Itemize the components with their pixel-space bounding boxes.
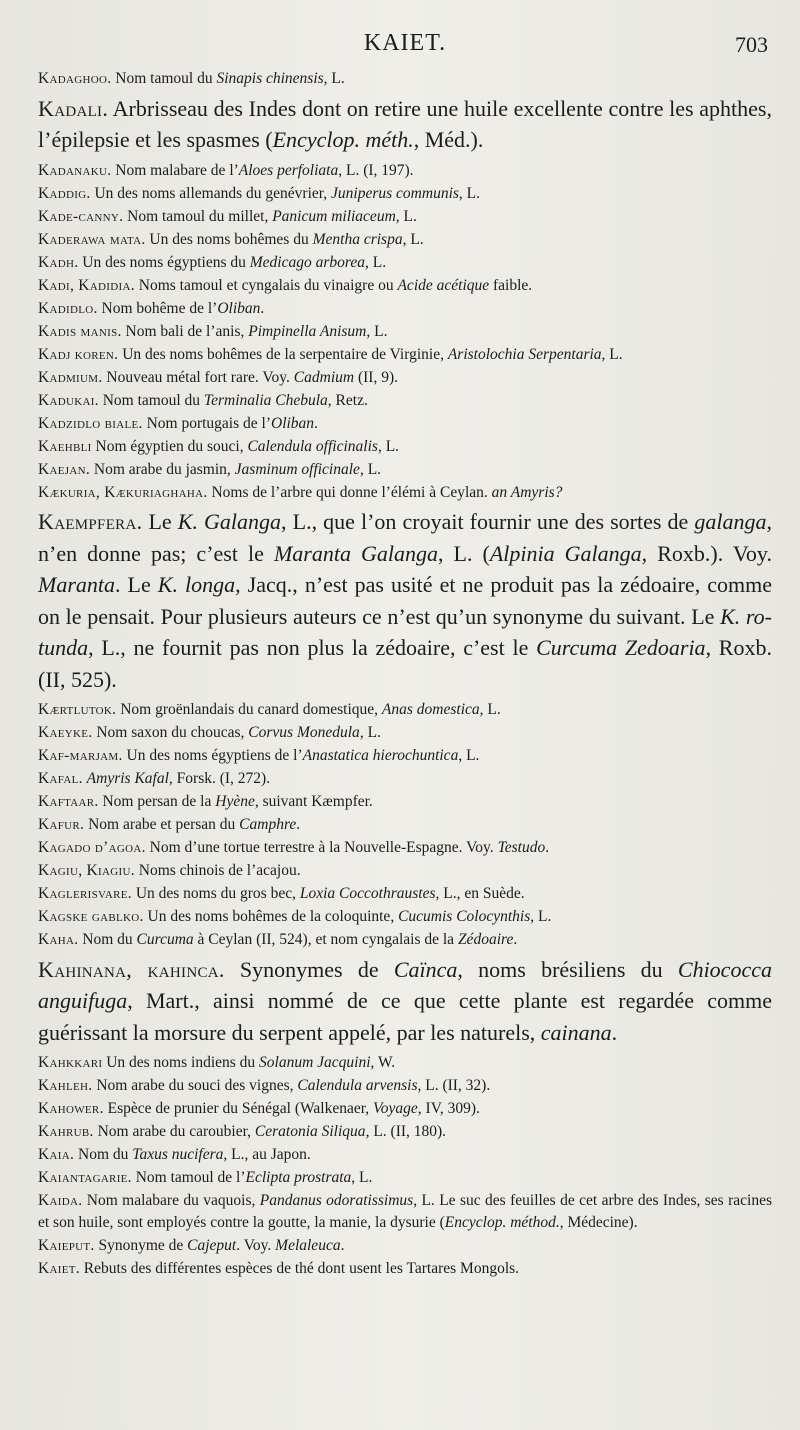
entry-text: , Forsk. (I, 272). <box>168 770 271 787</box>
entry-text: Un des noms du gros bec, <box>131 885 300 902</box>
entry-italic-text: Panicum miliaceum <box>272 207 396 225</box>
entry-italic-text: Testudo <box>497 839 546 856</box>
dictionary-entry <box>38 1235 772 1257</box>
dictionary-entry <box>38 183 772 205</box>
entry-text: (II, 9). <box>354 368 398 386</box>
entry-headword: Kaieput. <box>38 1236 95 1254</box>
entry-headword: Kahrub. <box>38 1123 94 1140</box>
entry-text: , L. <box>479 701 501 718</box>
entry-italic-text: Maranta <box>38 572 115 597</box>
entry-text: , Roxb. (II, 525). <box>38 635 772 692</box>
entry-italic-text: Cucumis Colocynthis <box>398 908 531 925</box>
dictionary-entry <box>38 745 772 767</box>
entry-headword: Kaida. <box>38 1192 83 1209</box>
entry-italic-text: Maranta Galanga <box>273 540 438 566</box>
dictionary-entry <box>38 814 772 836</box>
entry-text: Nom bohême de l’ <box>97 299 218 317</box>
entry-italic-text: Solanum Jacquini <box>259 1054 371 1071</box>
entry-text: , IV, 309). <box>417 1100 480 1117</box>
entry-text: Nom saxon du choucas, <box>92 724 249 741</box>
entry-text: Nom malabare du vaquois, <box>82 1192 260 1209</box>
entry-text: Nom portugais de l’ <box>142 414 271 432</box>
entry-headword: Kaiantagarie. <box>38 1169 132 1186</box>
entry-headword: Kadali. <box>38 95 109 121</box>
dictionary-entry <box>38 321 772 343</box>
entry-headword: Kadaghoo. <box>38 70 112 87</box>
entry-italic-text: Corvus Monedula <box>248 724 360 741</box>
dictionary-entry <box>38 1075 772 1097</box>
entry-headword: Kadmium. <box>38 368 103 386</box>
entry-text: , L. (II, 32). <box>417 1077 491 1094</box>
entry-text: . Le <box>115 572 158 597</box>
entry-italic-text: Curcuma Zedoaria <box>536 635 706 660</box>
entry-headword: Kadzidlo biale. <box>38 414 143 432</box>
entry-italic-text: Anastatica hierochuntica <box>302 747 459 764</box>
entry-text: Espèce de prunier du Sénégal (Walkenaer, <box>103 1100 374 1117</box>
entry-italic-text: Taxus nucifera <box>132 1146 224 1163</box>
dictionary-entry <box>38 1190 772 1233</box>
entry-italic-text: Chiococca anguifuga <box>38 956 772 1013</box>
entry-italic-text: Melaleuca <box>275 1236 341 1254</box>
entry-text: Synonyme de <box>94 1236 188 1254</box>
dictionary-entry <box>38 860 772 882</box>
dictionary-entry <box>38 929 772 951</box>
entry-italic-text: Caïnca <box>393 956 458 982</box>
entry-text: . <box>513 931 518 948</box>
entry-text: , L., que l’on croyait fournir une des sortes de <box>281 509 695 534</box>
dictionary-entry <box>38 906 772 928</box>
entry-text: , L. <box>351 1169 373 1186</box>
entry-text: , L. (I, 197). <box>338 161 414 179</box>
entry-text: , L. <box>530 908 552 925</box>
entry-headword: Kagiu, Kiagiu. <box>38 862 135 879</box>
entry-text: Nom groënlandais du canard domestique, <box>116 701 382 718</box>
entry-text: , L. Le suc des feuilles de cet arbre des Indes, ses racines et son huile, sont employés contre la goutte, la manie, la dysurie ( <box>38 1192 773 1231</box>
entry-headword: Kærtlutok. <box>38 701 117 718</box>
entry-headword: Kafur. <box>38 816 85 833</box>
page-header <box>38 20 772 68</box>
entry-headword: Kagado d’agoa. <box>38 839 146 856</box>
entry-italic-text: K. Galanga <box>177 509 282 534</box>
dictionary-entry <box>38 390 772 412</box>
entry-italic-text: Juniperus communis <box>331 184 459 202</box>
entry-italic-text: Amyris Kafal <box>86 770 169 787</box>
entry-italic-text: Oliban <box>271 414 315 432</box>
entry-text: , L. <box>395 207 417 225</box>
entry-headword: Kaderawa mata. <box>38 230 146 248</box>
entry-headword: Kadanaku. <box>38 161 112 179</box>
entry-text: , L. <box>458 747 480 764</box>
dictionary-entry <box>38 93 772 156</box>
entry-text: Un des noms allemands du genévrier, <box>90 184 332 202</box>
entry-text: . Voy. <box>236 1236 276 1254</box>
entry-italic-text: Mentha crispa <box>312 230 403 248</box>
dictionary-entry <box>38 699 772 721</box>
entry-text: , L. ( <box>437 540 490 566</box>
entry-headword: Kækuria, Kækuriaghaha. <box>38 483 208 501</box>
entry-italic-text: Cadmium <box>293 368 355 386</box>
entry-text: Nom tamoul du millet, <box>123 207 273 225</box>
entry-text: , L. <box>366 322 388 340</box>
entry-text: Nom arabe et persan du <box>84 816 240 833</box>
entry-italic-text: Alpinia Galanga <box>489 540 642 566</box>
dictionary-entry <box>38 482 772 504</box>
dictionary-entry <box>38 791 772 813</box>
entry-text: , n’en donne pas; c’est le <box>38 509 772 566</box>
entry-italic-text: K. longa <box>157 572 236 597</box>
entry-headword: Kaehbli <box>38 437 92 455</box>
entry-text: , Roxb.). Voy. <box>641 540 772 566</box>
entry-italic-text: Encyclop. méthod. <box>444 1213 560 1231</box>
dictionary-entry <box>38 367 772 389</box>
dictionary-entry <box>38 344 772 366</box>
entry-headword: Kahower. <box>38 1100 104 1117</box>
dictionary-entry <box>38 252 772 274</box>
entry-italic-text: Pandanus odoratissimus <box>259 1192 414 1209</box>
entry-text: . <box>545 839 550 856</box>
entry-text: à Ceylan (II, 524), et nom cyngalais de la <box>193 931 458 948</box>
entry-text: , Mart., ainsi nommé de ce que cette plante est regardée comme guérissant la morsure du serpent appelé, par les naturels, <box>38 988 772 1045</box>
entry-italic-text: Encyclop. méth. <box>272 127 414 152</box>
entry-text: Noms de l’arbre qui donne l’élémi à Ceylan. <box>207 483 492 501</box>
entry-text: Nom arabe du jasmin, <box>90 460 235 478</box>
entry-headword: Kaddig. <box>38 184 91 202</box>
entry-headword: Kadh. <box>38 253 79 271</box>
dictionary-entry <box>38 229 772 251</box>
dictionary-entry <box>38 1144 772 1166</box>
entry-headword: Kaempfera. <box>38 509 143 534</box>
entry-text: Nom arabe du souci des vignes, <box>92 1077 298 1094</box>
entry-text: Synonymes de <box>224 956 394 982</box>
entry-text: Nom arabe du caroubier, <box>93 1123 255 1140</box>
entry-text: , L. <box>323 70 345 87</box>
entry-text: Rebuts des différentes espèces de thé dont usent les Tartares Mongols. <box>79 1259 520 1277</box>
entry-text: Nom égyptien du souci, <box>91 437 248 455</box>
running-head: KAIET. <box>363 30 447 56</box>
entry-italic-text: Ceratonia Siliqua <box>254 1123 366 1140</box>
entry-italic-text: Voyage <box>373 1100 418 1117</box>
entry-headword: Kahinana, kahinca. <box>38 956 225 982</box>
dictionary-entry <box>38 722 772 744</box>
dictionary-entry <box>38 954 772 1049</box>
entry-text: Un des noms indiens du <box>102 1054 260 1071</box>
entry-text: Un des noms bohêmes du <box>145 230 313 248</box>
entry-italic-text: an Amyris? <box>491 483 563 501</box>
entry-text: Noms chinois de l’acajou. <box>134 862 301 879</box>
entry-text: faible. <box>489 276 533 294</box>
entry-italic-text: cainana <box>540 1019 612 1045</box>
entry-headword: Kadis manis. <box>38 322 122 340</box>
dictionary-entry <box>38 206 772 228</box>
entry-text: , L. <box>458 184 481 202</box>
dictionary-entry <box>38 68 772 90</box>
entry-text: , L. <box>601 345 623 363</box>
entry-text: Un des noms égyptiens de l’ <box>122 747 303 764</box>
entry-italic-text: Cajeput <box>187 1236 237 1254</box>
entry-text: . <box>314 414 318 432</box>
entry-italic-text: galanga <box>694 509 767 534</box>
entry-text: , L., au Japon. <box>223 1146 311 1163</box>
entry-text: Nom persan de la <box>98 793 216 810</box>
entry-italic-text: Anas domestica <box>381 701 480 718</box>
entry-headword: Kadidlo. <box>38 299 98 317</box>
entry-text: , L. <box>365 253 387 271</box>
entry-text: . <box>260 299 265 317</box>
entry-text: Un des noms bohêmes de la serpentaire de Virginie, <box>118 345 448 363</box>
entry-text: , L., en Suède. <box>435 885 525 902</box>
dictionary-entry <box>38 160 772 182</box>
entry-headword: Kaf-marjam. <box>38 747 123 764</box>
dictionary-entry <box>38 275 772 297</box>
dictionary-entry <box>38 837 772 859</box>
dictionary-entry <box>38 768 772 790</box>
entry-italic-text: Calendula arvensis <box>297 1077 418 1094</box>
entry-headword: Kadi, Kadidia. <box>38 276 135 294</box>
entry-text: Nom malabare de l’ <box>111 161 239 179</box>
entry-text: . <box>340 1236 345 1254</box>
entry-headword: Kade-canny. <box>38 207 124 225</box>
entry-text: , Méd.). <box>413 127 484 152</box>
dictionary-entry <box>38 506 772 695</box>
entry-text: , L. (II, 180). <box>365 1123 447 1140</box>
entry-italic-text: Oliban <box>217 299 261 317</box>
entry-italic-text: Curcuma <box>136 931 194 948</box>
entry-text: , Jacq., n’est pas usité et ne produit pas la zédoaire, comme on le pensait. Pour plusieurs auteurs ce n’est qu’un synonyme du suivant. Le <box>38 572 772 629</box>
entry-text: Nom du <box>78 931 137 948</box>
entry-headword: Kadukai. <box>38 391 99 409</box>
entry-text: Nom d’une tortue terrestre à la Nouvelle-Espagne. Voy. <box>145 839 498 856</box>
entry-text: . <box>296 816 301 833</box>
entry-text: , Retz. <box>327 391 368 409</box>
entry-headword: Kadj koren. <box>38 345 119 363</box>
dictionary-entry <box>38 1258 772 1280</box>
entry-italic-text: Aloes perfoliata <box>238 161 339 179</box>
entry-italic-text: Camphre <box>239 816 297 833</box>
entry-text: Noms tamoul et cyngalais du vinaigre ou <box>134 276 398 294</box>
entry-headword: Kaeyke. <box>38 724 93 741</box>
entry-headword: Kaejan. <box>38 460 91 478</box>
dictionary-entry <box>38 459 772 481</box>
entry-italic-text: Medicago arborea <box>249 253 365 271</box>
entry-headword: Kaglerisvare. <box>38 885 132 902</box>
entry-headword: Kafal. <box>38 770 83 787</box>
entry-headword: Kaia. <box>38 1146 75 1163</box>
entry-italic-text: Zédoaire <box>457 931 514 948</box>
entry-text: Un des noms égyptiens du <box>78 253 250 271</box>
dictionary-entry <box>38 298 772 320</box>
entry-italic-text: K. rotunda <box>38 603 772 660</box>
dictionary-entry <box>38 413 772 435</box>
entry-text: , Médecine). <box>559 1213 638 1231</box>
entry-italic-text: Loxia Coccothraustes <box>299 885 436 902</box>
dictionary-entry <box>38 1098 772 1120</box>
entry-text: , suivant Kæmpfer. <box>254 793 373 810</box>
entry-text: . <box>611 1019 618 1045</box>
entry-text: Nom tamoul du <box>111 70 217 87</box>
entry-headword: Kagske gablko. <box>38 908 144 925</box>
entry-italic-text: Calendula officinalis <box>247 437 378 455</box>
entry-headword: Kahkkari <box>38 1054 103 1071</box>
entry-italic-text: Hyène <box>215 793 255 810</box>
page-number: 703 <box>735 32 768 57</box>
entry-text: , L. <box>359 460 382 478</box>
entry-text: Le <box>142 509 178 534</box>
entry-headword: Kaha. <box>38 931 79 948</box>
entry-italic-text: Sinapis chinensis <box>216 70 324 87</box>
entry-text: , L., ne fournit pas non plus la zédoaire, c’est le <box>88 635 537 660</box>
entry-text: Arbrisseau des Indes dont on retire une huile excellente contre les aphthes, l’épilepsie et les spasmes ( <box>38 95 772 152</box>
entry-headword: Kahleh. <box>38 1077 93 1094</box>
entry-text: Nom tamoul de l’ <box>131 1169 246 1186</box>
dictionary-entry <box>38 1167 772 1189</box>
entry-italic-text: Aristolochia Serpentaria <box>447 345 602 363</box>
entry-text: Nom bali de l’anis, <box>121 322 249 340</box>
entry-italic-text: Jasminum officinale <box>234 460 360 478</box>
entry-text: Nom tamoul du <box>98 391 204 409</box>
entry-headword: Kaiet. <box>38 1259 80 1277</box>
dictionary-entry <box>38 1052 772 1074</box>
entry-list <box>38 68 772 1279</box>
dictionary-entry <box>38 436 772 458</box>
entry-italic-text: Eclipta prostrata <box>245 1169 352 1186</box>
dictionary-entry <box>38 1121 772 1143</box>
entry-text: , noms brésiliens du <box>457 956 678 982</box>
entry-italic-text: Terminalia Chebula <box>203 391 328 409</box>
entry-text: Nom du <box>74 1146 133 1163</box>
entry-text: , W. <box>370 1054 396 1071</box>
entry-text: , L. <box>377 437 400 455</box>
dictionary-entry <box>38 883 772 905</box>
entry-text: , L. <box>359 724 381 741</box>
entry-text: Un des noms bohêmes de la coloquinte, <box>143 908 399 925</box>
entry-text: , L. <box>402 230 424 248</box>
entry-headword: Kaftaar. <box>38 793 99 810</box>
entry-italic-text: Pimpinella Anisum <box>248 322 367 340</box>
entry-italic-text: Acide acétique <box>397 276 490 294</box>
entry-text: Nouveau métal fort rare. Voy. <box>102 368 294 386</box>
